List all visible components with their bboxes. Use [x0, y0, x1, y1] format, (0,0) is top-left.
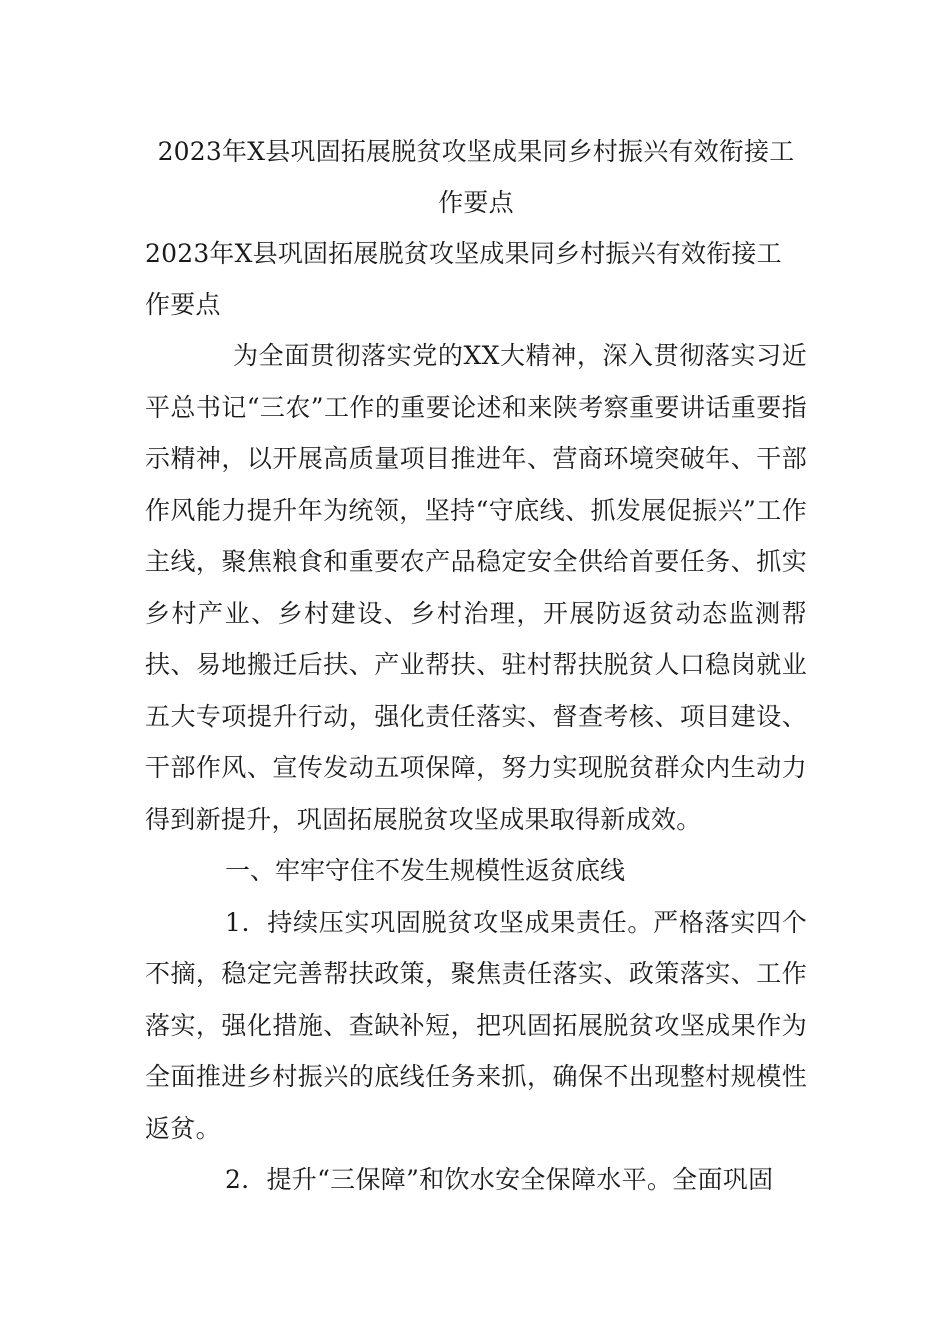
item-paragraph-2: 2．提升“三保障”和饮水安全保障水平。全面巩固 — [225, 1165, 774, 1194]
document-page — [145, 126, 807, 1206]
section-heading-1: 一、牢牢守住不发生规模性返贫底线 — [225, 856, 626, 885]
item-paragraph-1: 1．持续压实巩固脱贫攻坚成果责任。严格落实四个不摘，稳定完善帮扶政策，聚焦责任落实、政策落实、工作落实，强化措施、查缺补短，把巩固拓展脱贫攻坚成果作为全面推进乡村振兴的底线任务来抓，确保不出现整村规模性返贫。 — [145, 907, 807, 1143]
document-title-repeat: 2023年X县巩固拓展脱贫攻坚成果同乡村振兴有效衔接工作要点 — [145, 239, 782, 319]
intro-paragraph: 为全面贯彻落实党的XX大精神，深入贯彻落实习近平总书记“三农”工作的重要论述和来陕考察重要讲话重要指示精神，以开展高质量项目推进年、营商环境突破年、干部作风能力提升年为统领，坚持“守底线、抓发展促振兴”工作主线，聚焦粮食和重要农产品稳定安全供给首要任务、抓实乡村产业、乡村建设、乡村治理，开展防返贫动态监测帮扶、易地搬迁后扶、产业帮扶、驻村帮扶脱贫人口稳岗就业五大专项提升行动，强化责任落实、督查考核、项目建设、干部作风、宣传发动五项保障，努力实现脱贫群众内生动力得到新提升，巩固拓展脱贫攻坚成果取得新成效。 — [145, 341, 807, 834]
document-title: 2023年X县巩固拓展脱贫攻坚成果同乡村振兴有效衔接工作要点 — [157, 137, 795, 217]
